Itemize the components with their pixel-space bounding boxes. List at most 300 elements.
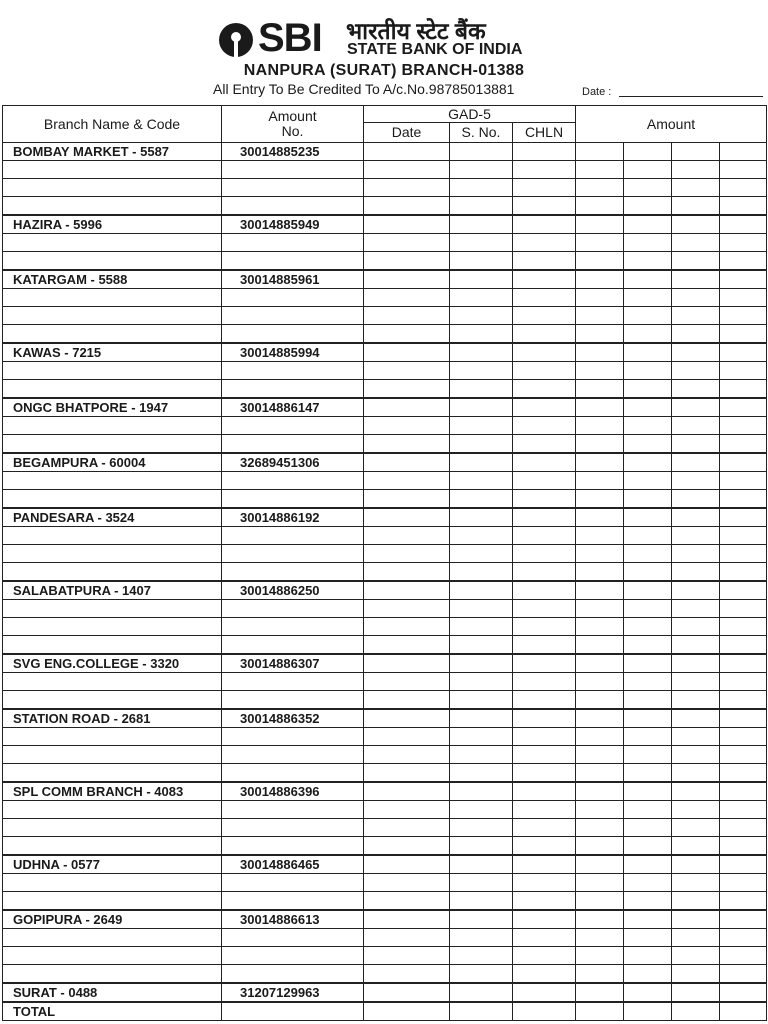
chln-cell[interactable] [513, 508, 576, 527]
date-cell[interactable] [364, 307, 450, 325]
date-cell[interactable] [364, 197, 450, 216]
amount-cell[interactable] [576, 581, 624, 600]
amount-cell[interactable] [576, 910, 624, 929]
amount-cell[interactable] [624, 197, 672, 216]
amount-cell[interactable] [672, 1002, 720, 1021]
amount-cell[interactable] [672, 892, 720, 911]
chln-cell[interactable] [513, 618, 576, 636]
amount-cell[interactable] [672, 527, 720, 545]
amount-cell[interactable] [624, 947, 672, 965]
chln-cell[interactable] [513, 855, 576, 874]
chln-cell[interactable] [513, 234, 576, 252]
amount-cell[interactable] [720, 855, 767, 874]
sno-cell[interactable] [450, 417, 513, 435]
chln-cell[interactable] [513, 892, 576, 911]
chln-cell[interactable] [513, 143, 576, 161]
date-cell[interactable] [364, 234, 450, 252]
amount-cell[interactable] [576, 746, 624, 764]
amount-cell[interactable] [672, 380, 720, 399]
amount-cell[interactable] [624, 746, 672, 764]
chln-cell[interactable] [513, 929, 576, 947]
amount-cell[interactable] [576, 289, 624, 307]
chln-cell[interactable] [513, 983, 576, 1002]
amount-cell[interactable] [624, 1002, 672, 1021]
amount-cell[interactable] [576, 472, 624, 490]
chln-cell[interactable] [513, 837, 576, 856]
date-cell[interactable] [364, 801, 450, 819]
sno-cell[interactable] [450, 618, 513, 636]
chln-cell[interactable] [513, 636, 576, 655]
amount-cell[interactable] [576, 197, 624, 216]
date-cell[interactable] [364, 398, 450, 417]
date-cell[interactable] [364, 673, 450, 691]
chln-cell[interactable] [513, 453, 576, 472]
amount-cell[interactable] [672, 600, 720, 618]
chln-cell[interactable] [513, 490, 576, 509]
amount-cell[interactable] [576, 728, 624, 746]
date-cell[interactable] [364, 417, 450, 435]
amount-cell[interactable] [576, 929, 624, 947]
amount-cell[interactable] [624, 600, 672, 618]
sno-cell[interactable] [450, 929, 513, 947]
date-cell[interactable] [364, 983, 450, 1002]
amount-cell[interactable] [720, 325, 767, 344]
amount-cell[interactable] [672, 215, 720, 234]
sno-cell[interactable] [450, 965, 513, 984]
amount-cell[interactable] [624, 490, 672, 509]
amount-cell[interactable] [720, 892, 767, 911]
chln-cell[interactable] [513, 527, 576, 545]
chln-cell[interactable] [513, 179, 576, 197]
date-cell[interactable] [364, 490, 450, 509]
amount-cell[interactable] [672, 673, 720, 691]
amount-cell[interactable] [672, 179, 720, 197]
date-cell[interactable] [364, 380, 450, 399]
amount-cell[interactable] [576, 801, 624, 819]
chln-cell[interactable] [513, 343, 576, 362]
sno-cell[interactable] [450, 874, 513, 892]
amount-cell[interactable] [576, 143, 624, 161]
amount-cell[interactable] [576, 161, 624, 179]
chln-cell[interactable] [513, 472, 576, 490]
amount-cell[interactable] [576, 691, 624, 710]
amount-cell[interactable] [624, 417, 672, 435]
amount-cell[interactable] [624, 563, 672, 582]
amount-cell[interactable] [672, 837, 720, 856]
chln-cell[interactable] [513, 362, 576, 380]
amount-cell[interactable] [720, 801, 767, 819]
sno-cell[interactable] [450, 947, 513, 965]
date-cell[interactable] [364, 1002, 450, 1021]
date-cell[interactable] [364, 508, 450, 527]
date-cell[interactable] [364, 892, 450, 911]
amount-cell[interactable] [576, 179, 624, 197]
chln-cell[interactable] [513, 307, 576, 325]
amount-cell[interactable] [672, 490, 720, 509]
chln-cell[interactable] [513, 654, 576, 673]
amount-cell[interactable] [672, 709, 720, 728]
sno-cell[interactable] [450, 453, 513, 472]
chln-cell[interactable] [513, 270, 576, 289]
sno-cell[interactable] [450, 527, 513, 545]
amount-cell[interactable] [720, 983, 767, 1002]
amount-cell[interactable] [624, 307, 672, 325]
chln-cell[interactable] [513, 215, 576, 234]
amount-cell[interactable] [672, 325, 720, 344]
amount-cell[interactable] [672, 855, 720, 874]
chln-cell[interactable] [513, 965, 576, 984]
amount-cell[interactable] [576, 855, 624, 874]
date-cell[interactable] [364, 472, 450, 490]
date-cell[interactable] [364, 325, 450, 344]
sno-cell[interactable] [450, 600, 513, 618]
amount-cell[interactable] [576, 892, 624, 911]
amount-cell[interactable] [624, 691, 672, 710]
amount-cell[interactable] [576, 636, 624, 655]
amount-cell[interactable] [576, 673, 624, 691]
amount-cell[interactable] [576, 837, 624, 856]
sno-cell[interactable] [450, 673, 513, 691]
sno-cell[interactable] [450, 782, 513, 801]
amount-cell[interactable] [672, 746, 720, 764]
date-cell[interactable] [364, 965, 450, 984]
amount-cell[interactable] [672, 252, 720, 271]
amount-cell[interactable] [672, 581, 720, 600]
chln-cell[interactable] [513, 728, 576, 746]
amount-cell[interactable] [576, 764, 624, 783]
amount-cell[interactable] [672, 362, 720, 380]
amount-cell[interactable] [576, 654, 624, 673]
sno-cell[interactable] [450, 910, 513, 929]
date-cell[interactable] [364, 161, 450, 179]
amount-cell[interactable] [720, 197, 767, 216]
amount-cell[interactable] [720, 965, 767, 984]
date-cell[interactable] [364, 215, 450, 234]
amount-cell[interactable] [624, 545, 672, 563]
amount-cell[interactable] [624, 143, 672, 161]
date-cell[interactable] [364, 728, 450, 746]
amount-cell[interactable] [624, 398, 672, 417]
chln-cell[interactable] [513, 398, 576, 417]
amount-cell[interactable] [624, 965, 672, 984]
date-cell[interactable] [364, 618, 450, 636]
amount-cell[interactable] [576, 782, 624, 801]
date-cell[interactable] [364, 343, 450, 362]
sno-cell[interactable] [450, 398, 513, 417]
amount-cell[interactable] [672, 197, 720, 216]
date-cell[interactable] [364, 179, 450, 197]
amount-cell[interactable] [624, 343, 672, 362]
amount-cell[interactable] [624, 215, 672, 234]
amount-cell[interactable] [624, 179, 672, 197]
date-field[interactable] [619, 96, 763, 97]
amount-cell[interactable] [624, 855, 672, 874]
sno-cell[interactable] [450, 545, 513, 563]
amount-cell[interactable] [672, 691, 720, 710]
sno-cell[interactable] [450, 380, 513, 399]
sno-cell[interactable] [450, 234, 513, 252]
amount-cell[interactable] [624, 270, 672, 289]
sno-cell[interactable] [450, 143, 513, 161]
date-cell[interactable] [364, 252, 450, 271]
amount-cell[interactable] [576, 398, 624, 417]
amount-cell[interactable] [720, 910, 767, 929]
amount-cell[interactable] [624, 910, 672, 929]
sno-cell[interactable] [450, 581, 513, 600]
amount-cell[interactable] [624, 929, 672, 947]
date-cell[interactable] [364, 654, 450, 673]
amount-cell[interactable] [576, 947, 624, 965]
amount-cell[interactable] [672, 307, 720, 325]
amount-cell[interactable] [672, 654, 720, 673]
date-cell[interactable] [364, 563, 450, 582]
amount-cell[interactable] [720, 874, 767, 892]
date-cell[interactable] [364, 581, 450, 600]
amount-cell[interactable] [576, 983, 624, 1002]
date-cell[interactable] [364, 746, 450, 764]
sno-cell[interactable] [450, 325, 513, 344]
amount-cell[interactable] [672, 764, 720, 783]
chln-cell[interactable] [513, 325, 576, 344]
sno-cell[interactable] [450, 270, 513, 289]
amount-cell[interactable] [720, 143, 767, 161]
amount-cell[interactable] [672, 819, 720, 837]
sno-cell[interactable] [450, 983, 513, 1002]
date-cell[interactable] [364, 782, 450, 801]
sno-cell[interactable] [450, 343, 513, 362]
amount-cell[interactable] [720, 764, 767, 783]
date-cell[interactable] [364, 600, 450, 618]
amount-cell[interactable] [672, 874, 720, 892]
amount-cell[interactable] [720, 746, 767, 764]
amount-cell[interactable] [624, 801, 672, 819]
amount-cell[interactable] [720, 618, 767, 636]
amount-cell[interactable] [576, 234, 624, 252]
amount-cell[interactable] [720, 252, 767, 271]
amount-cell[interactable] [672, 398, 720, 417]
amount-cell[interactable] [672, 728, 720, 746]
amount-cell[interactable] [624, 764, 672, 783]
amount-cell[interactable] [576, 417, 624, 435]
amount-cell[interactable] [576, 215, 624, 234]
chln-cell[interactable] [513, 289, 576, 307]
amount-cell[interactable] [672, 161, 720, 179]
amount-cell[interactable] [720, 947, 767, 965]
amount-cell[interactable] [720, 837, 767, 856]
amount-cell[interactable] [624, 837, 672, 856]
amount-cell[interactable] [720, 545, 767, 563]
amount-cell[interactable] [672, 782, 720, 801]
amount-cell[interactable] [624, 618, 672, 636]
amount-cell[interactable] [720, 563, 767, 582]
amount-cell[interactable] [672, 270, 720, 289]
chln-cell[interactable] [513, 764, 576, 783]
amount-cell[interactable] [720, 343, 767, 362]
amount-cell[interactable] [720, 728, 767, 746]
sno-cell[interactable] [450, 764, 513, 783]
sno-cell[interactable] [450, 435, 513, 454]
amount-cell[interactable] [624, 453, 672, 472]
amount-cell[interactable] [576, 527, 624, 545]
amount-cell[interactable] [576, 380, 624, 399]
amount-cell[interactable] [624, 289, 672, 307]
amount-cell[interactable] [672, 343, 720, 362]
amount-cell[interactable] [624, 252, 672, 271]
amount-cell[interactable] [672, 143, 720, 161]
sno-cell[interactable] [450, 215, 513, 234]
amount-cell[interactable] [576, 453, 624, 472]
amount-cell[interactable] [720, 782, 767, 801]
date-cell[interactable] [364, 764, 450, 783]
amount-cell[interactable] [624, 983, 672, 1002]
amount-cell[interactable] [576, 618, 624, 636]
date-cell[interactable] [364, 819, 450, 837]
amount-cell[interactable] [624, 819, 672, 837]
amount-cell[interactable] [624, 673, 672, 691]
date-cell[interactable] [364, 947, 450, 965]
amount-cell[interactable] [720, 435, 767, 454]
amount-cell[interactable] [576, 435, 624, 454]
sno-cell[interactable] [450, 362, 513, 380]
amount-cell[interactable] [624, 435, 672, 454]
date-cell[interactable] [364, 545, 450, 563]
amount-cell[interactable] [672, 910, 720, 929]
amount-cell[interactable] [720, 215, 767, 234]
amount-cell[interactable] [720, 527, 767, 545]
amount-cell[interactable] [720, 417, 767, 435]
sno-cell[interactable] [450, 801, 513, 819]
amount-cell[interactable] [576, 600, 624, 618]
amount-cell[interactable] [672, 435, 720, 454]
amount-cell[interactable] [576, 545, 624, 563]
date-cell[interactable] [364, 270, 450, 289]
amount-cell[interactable] [672, 453, 720, 472]
amount-cell[interactable] [624, 636, 672, 655]
amount-cell[interactable] [720, 472, 767, 490]
amount-cell[interactable] [576, 362, 624, 380]
date-cell[interactable] [364, 636, 450, 655]
sno-cell[interactable] [450, 508, 513, 527]
amount-cell[interactable] [672, 947, 720, 965]
date-cell[interactable] [364, 453, 450, 472]
amount-cell[interactable] [672, 929, 720, 947]
chln-cell[interactable] [513, 417, 576, 435]
amount-cell[interactable] [720, 490, 767, 509]
amount-cell[interactable] [624, 380, 672, 399]
chln-cell[interactable] [513, 563, 576, 582]
amount-cell[interactable] [720, 307, 767, 325]
sno-cell[interactable] [450, 197, 513, 216]
amount-cell[interactable] [624, 892, 672, 911]
amount-cell[interactable] [720, 709, 767, 728]
amount-cell[interactable] [672, 618, 720, 636]
amount-cell[interactable] [720, 380, 767, 399]
amount-cell[interactable] [576, 325, 624, 344]
chln-cell[interactable] [513, 947, 576, 965]
amount-cell[interactable] [720, 673, 767, 691]
amount-cell[interactable] [576, 490, 624, 509]
amount-cell[interactable] [672, 801, 720, 819]
amount-cell[interactable] [624, 472, 672, 490]
amount-cell[interactable] [576, 709, 624, 728]
date-cell[interactable] [364, 289, 450, 307]
amount-cell[interactable] [672, 472, 720, 490]
date-cell[interactable] [364, 143, 450, 161]
amount-cell[interactable] [720, 270, 767, 289]
amount-cell[interactable] [720, 1002, 767, 1021]
amount-cell[interactable] [624, 654, 672, 673]
date-cell[interactable] [364, 910, 450, 929]
sno-cell[interactable] [450, 289, 513, 307]
date-cell[interactable] [364, 527, 450, 545]
chln-cell[interactable] [513, 197, 576, 216]
amount-cell[interactable] [624, 325, 672, 344]
chln-cell[interactable] [513, 691, 576, 710]
amount-cell[interactable] [720, 508, 767, 527]
sno-cell[interactable] [450, 1002, 513, 1021]
amount-cell[interactable] [720, 453, 767, 472]
amount-cell[interactable] [672, 636, 720, 655]
sno-cell[interactable] [450, 252, 513, 271]
sno-cell[interactable] [450, 892, 513, 911]
date-cell[interactable] [364, 709, 450, 728]
amount-cell[interactable] [576, 252, 624, 271]
amount-cell[interactable] [624, 728, 672, 746]
sno-cell[interactable] [450, 179, 513, 197]
chln-cell[interactable] [513, 746, 576, 764]
amount-cell[interactable] [720, 600, 767, 618]
chln-cell[interactable] [513, 673, 576, 691]
sno-cell[interactable] [450, 654, 513, 673]
chln-cell[interactable] [513, 709, 576, 728]
amount-cell[interactable] [672, 983, 720, 1002]
amount-cell[interactable] [624, 234, 672, 252]
sno-cell[interactable] [450, 728, 513, 746]
amount-cell[interactable] [672, 545, 720, 563]
chln-cell[interactable] [513, 819, 576, 837]
chln-cell[interactable] [513, 1002, 576, 1021]
amount-cell[interactable] [672, 508, 720, 527]
chln-cell[interactable] [513, 874, 576, 892]
date-cell[interactable] [364, 855, 450, 874]
amount-cell[interactable] [624, 362, 672, 380]
chln-cell[interactable] [513, 801, 576, 819]
sno-cell[interactable] [450, 691, 513, 710]
amount-cell[interactable] [720, 161, 767, 179]
amount-cell[interactable] [720, 234, 767, 252]
date-cell[interactable] [364, 874, 450, 892]
sno-cell[interactable] [450, 161, 513, 179]
amount-cell[interactable] [672, 289, 720, 307]
amount-cell[interactable] [672, 965, 720, 984]
chln-cell[interactable] [513, 161, 576, 179]
amount-cell[interactable] [720, 654, 767, 673]
chln-cell[interactable] [513, 380, 576, 399]
chln-cell[interactable] [513, 435, 576, 454]
sno-cell[interactable] [450, 490, 513, 509]
amount-cell[interactable] [672, 563, 720, 582]
amount-cell[interactable] [624, 161, 672, 179]
amount-cell[interactable] [720, 362, 767, 380]
amount-cell[interactable] [576, 965, 624, 984]
amount-cell[interactable] [720, 289, 767, 307]
date-cell[interactable] [364, 837, 450, 856]
chln-cell[interactable] [513, 252, 576, 271]
sno-cell[interactable] [450, 819, 513, 837]
date-cell[interactable] [364, 435, 450, 454]
amount-cell[interactable] [672, 417, 720, 435]
amount-cell[interactable] [720, 819, 767, 837]
